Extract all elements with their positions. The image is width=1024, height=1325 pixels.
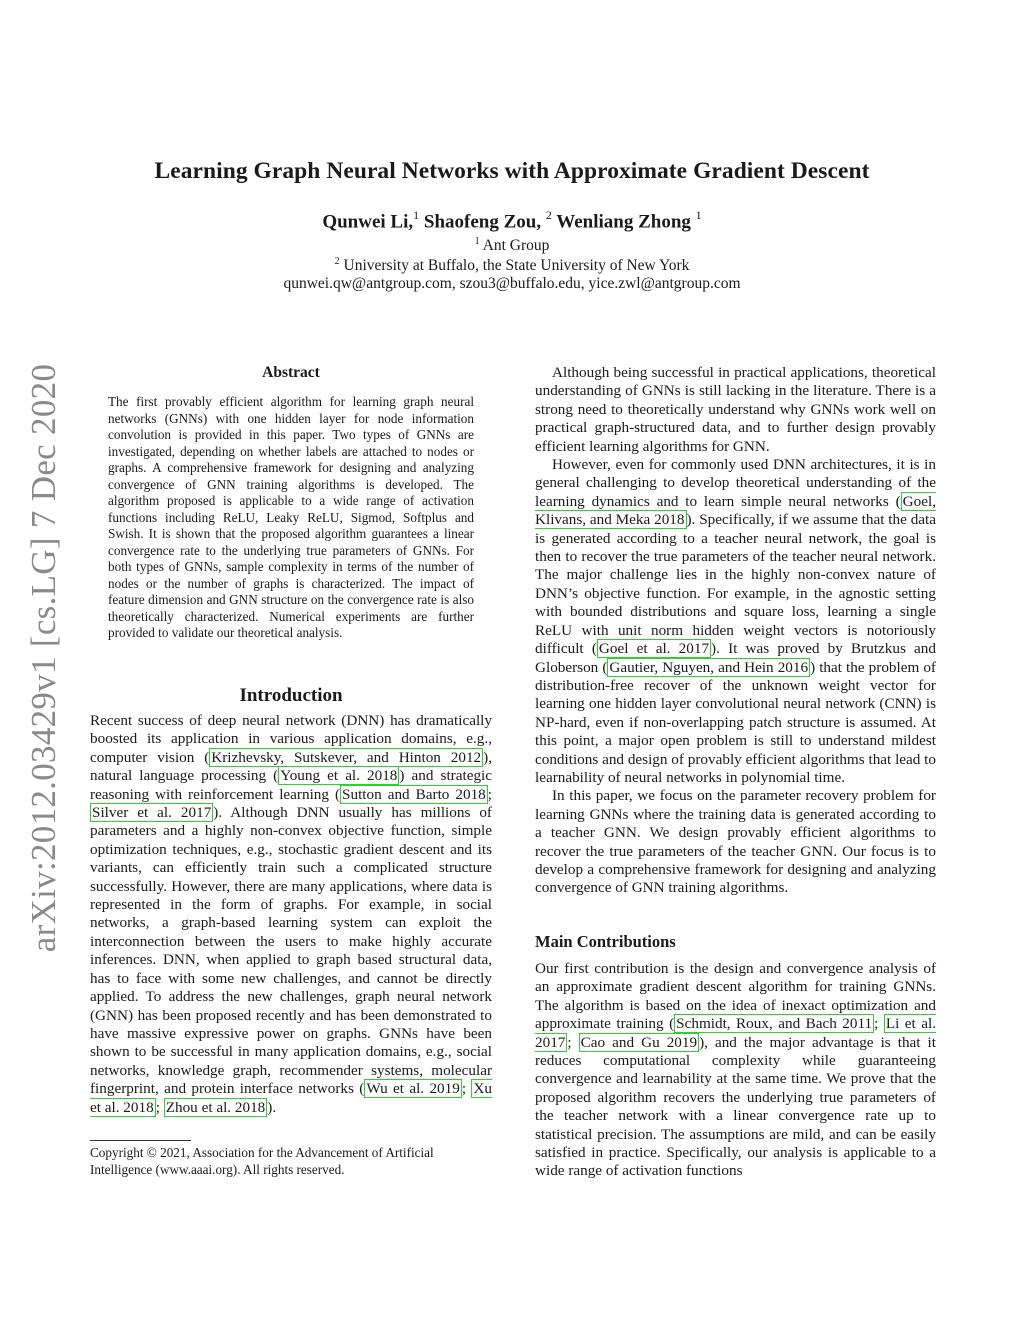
affiliation-text: University at Buffalo, the State University of New York [343, 257, 690, 275]
citation-link[interactable]: Goel, Klivans, and Meka 2018 [535, 492, 936, 529]
introduction-heading: Introduction [239, 685, 343, 706]
footnote-divider [90, 1140, 191, 1141]
text-run: ). Although DNN usually has millions of parameters and a highly non-convex objective function, simple optimization techniques, e.g., stochastic gradient descent and its variants, can efficiently train such a complicated structure successfully. However, there are many applications, where data is represented in the form of graphs. For example, in social networks, a graph-based learning system can exploit the interconnection between the users to make highly accurate inferences. DNN, when applied to graph based structural data, has to face with some new challenges, and cannot be directly applied. To address the new challenges, graph neural network (GNN) has been proposed recently and has been demonstrated to have massive expressive power on graphs. GNNs have been shown to be successful in many application domains, e.g., social networks, knowledge graph, recommender systems, molecular fingerprint, and protein interface networks ( [90, 804, 492, 1098]
citation-link[interactable]: Sutton and Barto 2018 [342, 785, 486, 803]
citation-link[interactable]: Gautier, Nguyen, and Hein 2016 [609, 658, 809, 676]
citation-link[interactable]: Krizhevsky, Sutskever, and Hinton 2012 [211, 748, 482, 766]
text-run: ) that the problem of distribution-free recover of the unknown weight vector for learning one hidden layer convolutional neural network (CNN) is NP-hard, even if non-overlapping patch structure is assumed. At this point, a major open problem is still to understand mildest conditions and design of provably efficient algorithms that lead to learnability of neural networks in polynomial time. [535, 658, 936, 786]
author-affiliation-mark: 2 [545, 208, 552, 222]
affiliation-line [0, 236, 1024, 255]
copyright-notice: Copyright © 2021, Association for the Advancement of Artificial Intelligence (www.aaai.org). All rights reserved. [90, 1145, 434, 1177]
text-run: ; [874, 1015, 884, 1033]
affiliation-text: Ant Group [482, 237, 550, 255]
author-list [0, 209, 1024, 233]
text-run: ). Specifically, if we assume that the data is generated according to a teacher neural network, the goal is then to recover the true parameters of the teacher neural network. The major challenge lies in the highly non-convex nature of DNN’s objective function. For example, in the agnostic setting with bounded distributions and square loss, learning a single ReLU with unit norm hidden weight vectors is notoriously difficult ( [535, 511, 936, 658]
body-paragraph: In this paper, we focus on the parameter recovery problem for learning GNNs where the training data is generated according to a teacher GNN. We design provably efficient algorithms to recover the true parameters of the teacher GNN. Our focus is to develop a comprehensive framework for designing and analyzing convergence of GNN training algorithms. [535, 787, 936, 897]
affiliation-mark: 2 [334, 256, 340, 267]
text-run: Recent success of deep neural network (DNN) has dramatically boosted its application in various application domains, e.g., computer vision ( [90, 712, 492, 766]
author-affiliation-mark: 1 [695, 208, 702, 222]
citation-link[interactable]: Xu et al. 2018 [90, 1080, 492, 1116]
body-paragraph [535, 456, 936, 787]
text-run: ). It was proved by Brutzkus and Globerson ( [535, 640, 936, 676]
text-run: ; [461, 1080, 472, 1098]
text-run: ; [155, 1098, 164, 1116]
citation-link[interactable]: Wu et al. 2019 [366, 1080, 460, 1098]
citation-link[interactable]: Cao and Gu 2019 [580, 1033, 698, 1051]
citation-link[interactable]: Li et al. 2017 [535, 1015, 936, 1051]
text-run: Our first contribution is the design and convergence analysis of an approximate gradient descent algorithm for training GNNs. The algorithm is based on the idea of inexact optimization and approximate training ( [535, 960, 936, 1033]
author-name: Wenliang Zhong [556, 211, 691, 233]
text-run: However, even for commonly used DNN architectures, it is in general challenging to develop theoretical understanding of the learning dynamics and to learn simple neural networks ( [535, 456, 936, 510]
text-run: ), natural language processing ( [90, 748, 492, 785]
body-paragraph [535, 960, 936, 1181]
main-contributions-heading: Main Contributions [535, 932, 676, 951]
introduction-paragraph [90, 712, 492, 1117]
affiliation-line [0, 256, 1024, 275]
text-run: ). [267, 1098, 277, 1116]
citation-link[interactable]: Silver et al. 2017 [92, 804, 212, 822]
arxiv-identifier [14, 358, 74, 958]
text-run: ) and strategic reasoning with reinforcement learning ( [90, 767, 492, 803]
text-run: ), and the major advantage is that it reduces computational complexity while guaranteeing convergence and learnability at the same time. We prove that the proposed algorithm recovers the underlying true parameters of the teacher network with a linear convergence rate up to statistical precision. The assumptions are mild, and can be easily satisfied in practice. Specifically, our analysis is applicable to a wide range of activation functions [535, 1033, 936, 1180]
right-column-body [535, 364, 936, 898]
affiliation-mark: 1 [474, 236, 480, 247]
arxiv-identifier-text: arXiv:2012.03429v1 [cs.LG] 7 Dec 2020 [24, 363, 64, 953]
citation-link[interactable]: Goel et al. 2017 [598, 640, 710, 658]
citation-link[interactable]: Schmidt, Roux, and Bach 2011 [676, 1015, 873, 1033]
author-name: Qunwei Li, [322, 211, 414, 233]
main-contributions-body [535, 960, 936, 1181]
abstract-heading: Abstract [262, 364, 320, 381]
citation-link[interactable]: Zhou et al. 2018 [165, 1098, 266, 1116]
author-name: Shaofeng Zou, [423, 211, 542, 233]
author-affiliation-mark: 1 [413, 208, 420, 222]
paper-title: Learning Graph Neural Networks with Approximate Gradient Descent [154, 158, 870, 184]
author-emails: qunwei.qw@antgroup.com, szou3@buffalo.edu, yice.zwl@antgroup.com [283, 275, 741, 292]
abstract-text: The first provably efficient algorithm for learning graph neural networks (GNNs) with one hidden layer for node information convolution is provided in this paper. Two types of GNNs are investigated, depending on whether labels are attached to nodes or graphs. A comprehensive framework for designing and analyzing convergence of GNN training algorithms is developed. The algorithm proposed is applicable to a wide range of activation functions including ReLU, Leaky ReLU, Sigmod, Softplus and Swish. It is shown that the proposed algorithm guarantees a linear convergence rate to the underlying true parameters of GNNs. For both types of GNNs, sample complexity in terms of the number of nodes or the number of graphs is characterized. The impact of feature dimension and GNN structure on the convergence rate is also theoretically characterized. Numerical experiments are further provided to validate our theoretical analysis. [108, 394, 474, 640]
body-paragraph: Although being successful in practical applications, theoretical understanding of GNNs is still lacking in the literature. There is a strong need to theoretically understand why GNNs work well on practical graph-structured data, and to further design provably efficient learning algorithms for GNN. [535, 364, 936, 455]
citation-link[interactable]: Young et al. 2018 [280, 767, 398, 785]
text-run: ; [487, 785, 492, 803]
text-run: ; [567, 1033, 579, 1051]
